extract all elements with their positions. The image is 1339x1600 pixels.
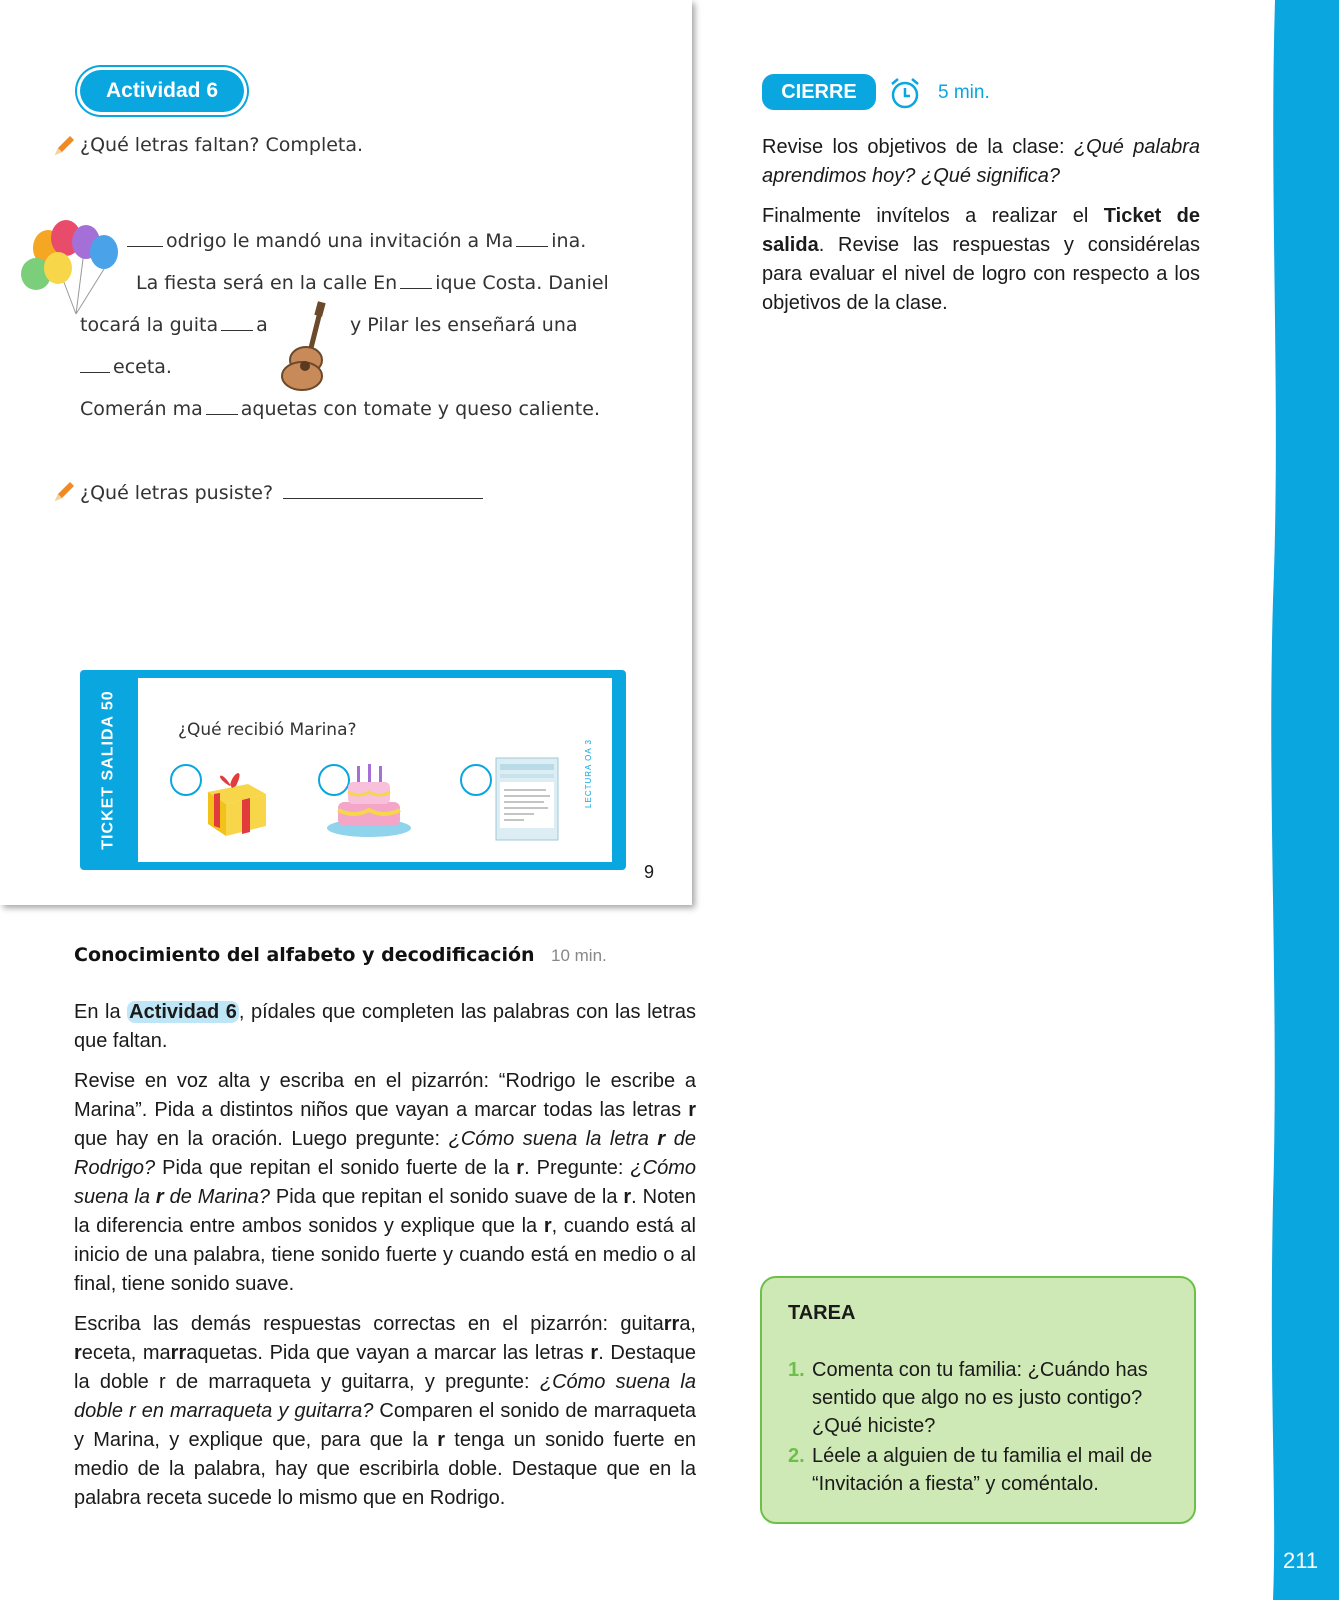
guitar-icon <box>280 300 340 392</box>
sentence-line-1: odrigo le mandó una invitación a Ma ina. <box>124 230 586 252</box>
text-run: aquetas. Pida que vayan a marcar las letras <box>186 1342 591 1364</box>
section-heading <box>74 944 607 966</box>
cierre-time: 5 min. <box>938 82 990 103</box>
exit-ticket <box>80 670 626 870</box>
student-page-number: 9 <box>644 862 655 882</box>
text-run: r <box>623 1186 632 1208</box>
text-run: Pida que repitan el sonido suave de la <box>269 1186 624 1208</box>
activity-badge: Actividad 6 <box>80 70 244 112</box>
text-run: r <box>590 1342 599 1364</box>
homework-item-1: 1. Comenta con tu familia: ¿Cuándo has sentido que algo no es justo contigo? ¿Qué hiciste? <box>788 1359 1148 1437</box>
text-run: de Rodrigo? <box>74 1128 696 1179</box>
sentence-line-3: tocará la guita a <box>80 314 268 336</box>
instruction: ¿Qué letras faltan? Completa. <box>80 134 364 156</box>
text-run: ¿Cómo suena la <box>74 1157 696 1208</box>
text-run: Comparen el sonido de marraqueta y Marina, y explique que, para que la <box>74 1400 696 1451</box>
section-time: 10 min. <box>551 946 607 965</box>
text-run: r <box>657 1128 666 1150</box>
sentence-line-3-end: y Pilar les enseñará una <box>350 314 578 336</box>
text-run: Revise en voz alta y escriba en el pizarrón: “Rodrigo le escribe a Marina”. Pida a distintos niños que vayan a marcar todas las letras <box>74 1070 696 1121</box>
student-page <box>0 0 692 905</box>
text-run: Pida que repitan el sonido fuerte de la <box>155 1157 517 1179</box>
text-run: tenga un sonido fuerte en medio de la palabra, hay que escribirla doble. Destaque que en la palabra receta sucede lo mismo que en Rodrigo. <box>74 1429 696 1509</box>
text-run: eceta, ma <box>81 1342 171 1364</box>
homework-title: TAREA <box>788 1302 856 1324</box>
page-number: 211 <box>1283 1548 1319 1573</box>
text-run: rr <box>663 1313 680 1335</box>
text-run: . Pregunte: <box>524 1157 631 1179</box>
pencil-icon <box>52 134 76 158</box>
text-run: ¿Cómo suena la doble r en marraqueta y guitarra? <box>74 1371 696 1422</box>
body-paragraph-3 <box>74 1310 696 1513</box>
alarm-clock-icon <box>888 76 922 110</box>
text-run: . Noten la diferencia entre ambos sonidos y explique que la <box>74 1186 697 1237</box>
homework-box <box>760 1276 1196 1524</box>
text-run: r <box>516 1157 525 1179</box>
text-run: r <box>74 1342 82 1364</box>
text-run: que hay en la oración. Luego pregunte: <box>74 1128 449 1150</box>
cierre-text: Revise los objetivos de la clase: ¿Qué palabra aprendimos hoy? ¿Qué significa? Finalmente invítelos a realizar el Ticket de salida. Revise las respuestas y considérelas para evaluar el nivel de logro con respecto a los objetivos de la clase. <box>762 136 1201 314</box>
question: ¿Qué letras pusiste? <box>80 482 486 504</box>
text-run: a, <box>679 1313 696 1335</box>
text-run: , cuando está al inicio de una palabra, tiene sonido fuerte y cuando está en medio o al final, tiene sonido suave. <box>74 1215 696 1295</box>
option-radio-gift[interactable] <box>170 764 202 796</box>
homework-item-2: 2. Léele a alguien de tu familia el mail de “Invitación a fiesta” y coméntalo. <box>788 1445 1153 1495</box>
text-run: Escriba las demás respuestas correctas en el pizarrón: guita <box>74 1313 664 1335</box>
balloons-icon <box>14 216 130 316</box>
text-run: . Destaque la doble r de marraqueta y guitarra, y pregunte: <box>74 1342 696 1393</box>
text-run: r <box>688 1099 696 1121</box>
text-run: rr <box>170 1342 187 1364</box>
option-radio-letter[interactable] <box>460 764 492 796</box>
sentence-line-4: eceta. <box>80 356 172 378</box>
cake-icon <box>324 760 414 840</box>
body-paragraph-2 <box>74 1067 696 1299</box>
ticket-side-label: TICKET SALIDA 50 <box>100 690 118 850</box>
text-run: ¿Cómo suena la letra <box>448 1128 658 1150</box>
ticket-right-label: LECTURA OA 3 <box>583 738 593 808</box>
side-band <box>1267 0 1339 1600</box>
section-title: Conocimiento del alfabeto y decodificación <box>74 944 535 966</box>
sentence-line-2: La fiesta será en la calle En ique Costa. Daniel <box>136 272 609 294</box>
text-run: r <box>543 1215 552 1237</box>
body-text <box>74 998 696 1524</box>
text-run: de Marina? <box>163 1186 270 1208</box>
pencil-icon <box>52 480 76 504</box>
email-letter-icon <box>494 756 560 842</box>
sentence-line-5: Comerán ma aquetas con tomate y queso caliente. <box>80 398 600 420</box>
gift-icon <box>202 762 272 838</box>
body-paragraph-1: En la Actividad 6 , pídales que completen las palabras con las letras que faltan. <box>74 1001 696 1052</box>
cierre-badge: CIERRE <box>762 74 876 110</box>
text-run: r <box>155 1186 164 1208</box>
ticket-question: ¿Qué recibió Marina? <box>178 720 357 740</box>
text-run: r <box>437 1429 446 1451</box>
